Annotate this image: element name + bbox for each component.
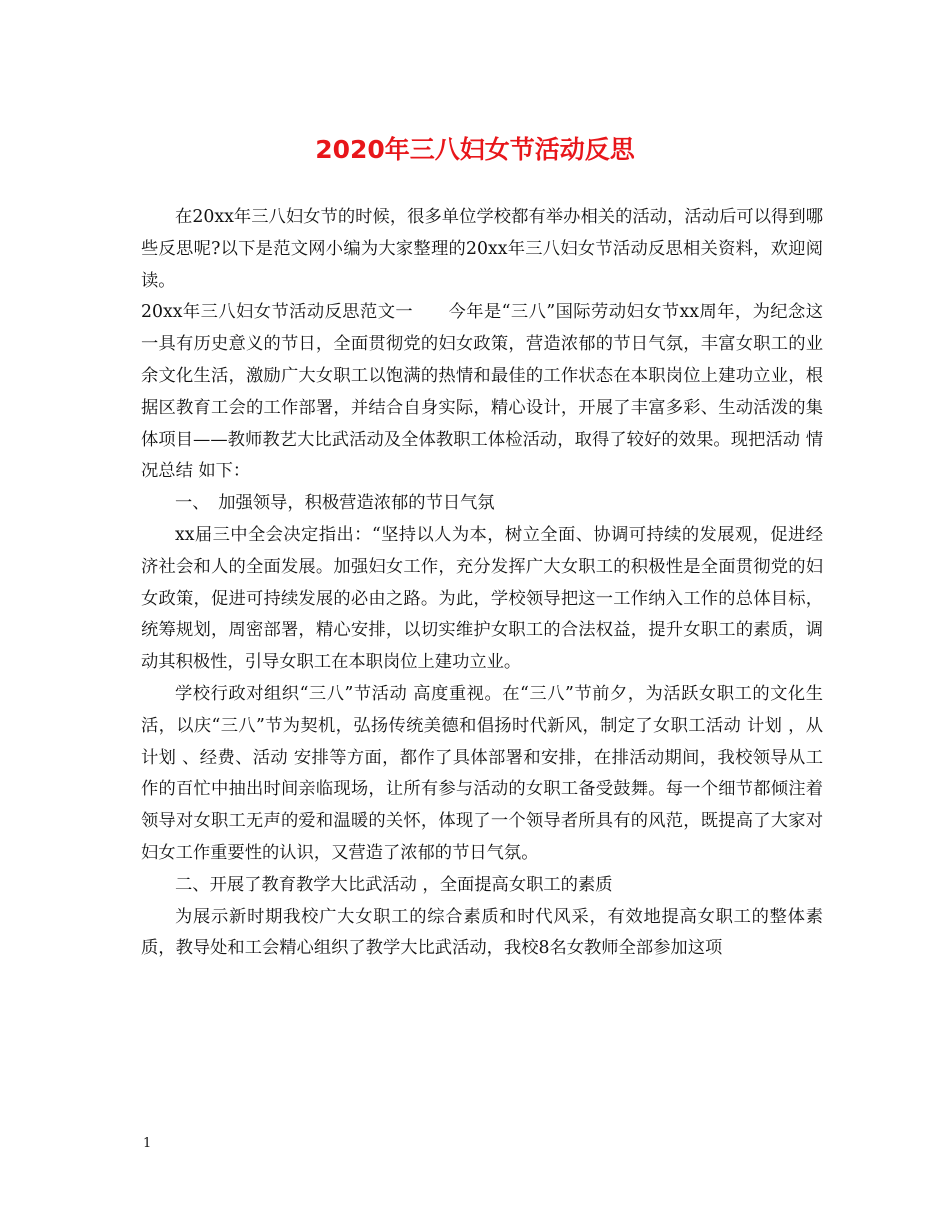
document-title: 2020年三八妇女节活动反思 [315,135,635,164]
paragraph-intro: 在20xx年三八妇女节的时候，很多单位学校都有举办相关的活动，活动后可以得到哪些反思呢?以下是范文网小编为大家整理的20xx年三八妇女节活动反思相关资料，欢迎阅读。 [141,207,823,291]
paragraph-resolution: xx届三中全会决定指出：“坚持以人为本，树立全面、协调可持续的发展观，促进经济社会和人的全面发展。加强妇女工作，充分发挥广大女职工的积极性是全面贯彻党的妇女政策，促进可持续发展的必由之路。为此，学校领导把这一工作纳入工作的总体目标，统筹规划，周密部署，精心安排，以切实维护女职工的合法权益，提升女职工的素质，调动其积极性，引导女职工在本职岗位上建功立业。 [141,524,823,673]
paragraph-administration: 学校行政对组织“三八”节活动 高度重视。在“三八”节前夕，为活跃女职工的文化生活，以庆“三八”节为契机，弘扬传统美德和倡扬时代新风，制定了女职工活动 计划 ，从计划 、经费、活动 安排等方面，都作了具体部署和安排，在排活动期间，我校领导从工作的百忙中抽出时间亲临现场，让所有参与活动的女职工备受鼓舞。每一个细节都倾注着领导对女职工无声的爱和温暖的关怀，体现了一个领导者所具有的风范，既提高了大家对妇女工作重要性的认识，又营造了浓郁的节日气氛。 [141,683,823,863]
page-number: 1 [143,1136,152,1151]
document-body [141,202,823,965]
section-heading-two: 二、开展了教育教学大比武活动 ，全面提高女职工的素质 [175,874,613,895]
paragraph-competition: 为展示新时期我校广大女职工的综合素质和时代风采，有效地提高女职工的整体素质，教导处和工会精心组织了教学大比武活动，我校8名女教师全部参加这项 [141,906,823,959]
paragraph-sample-one: 20xx年三八妇女节活动反思范文一 今年是“三八”国际劳动妇女节xx周年，为纪念这一具有历史意义的节日，全面贯彻党的妇女政策，营造浓郁的节日气氛，丰富女职工的业余文化生活，激励广大女职工以饱满的热情和最佳的工作状态在本职岗位上建功立业，根据区教育工会的工作部署，并结合自身实际，精心设计，开展了丰富多彩、生动活泼的集体项目——教师教艺大比武活动及全体教职工体检活动，取得了较好的效果。现把活动 情况总结 如下： [141,302,823,482]
section-heading-one: 一、 加强领导，积极营造浓郁的节日气氛 [175,493,495,514]
